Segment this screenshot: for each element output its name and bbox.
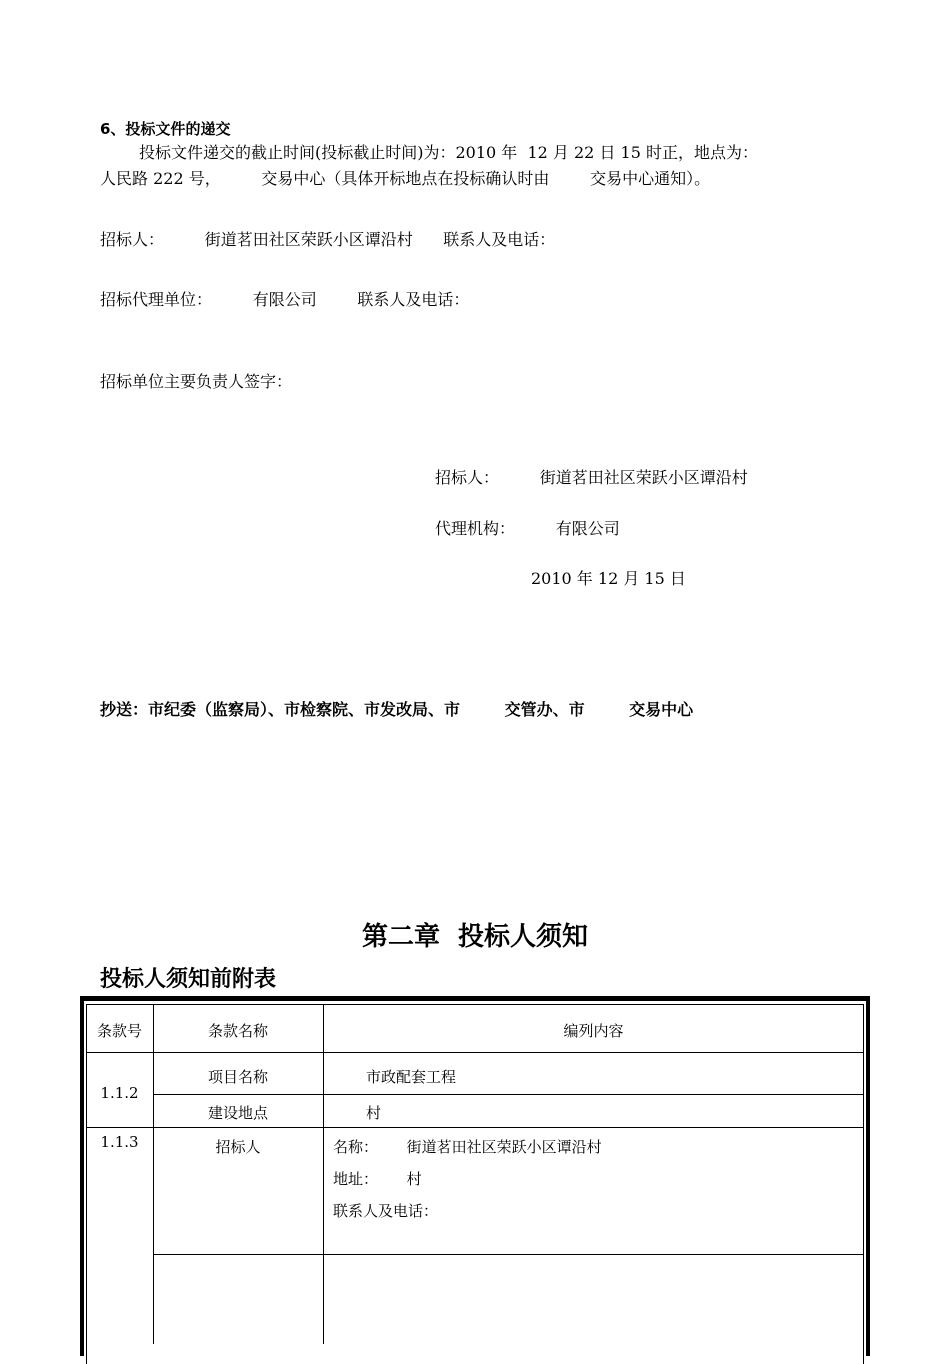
table-cell-content-line: 名称： 街道茗田社区荣跃小区谭沿村 bbox=[333, 1138, 602, 1156]
table-row-divider bbox=[86, 1127, 864, 1128]
section-heading: 6、投标文件的递交 bbox=[100, 120, 231, 138]
signoff-date: 2010 年 12 月 15 日 bbox=[531, 569, 686, 588]
tenderer-contact-line: 招标人： 街道茗田社区荣跃小区谭沿村 联系人及电话： bbox=[100, 230, 556, 249]
table-cell-name: 招标人 bbox=[215, 1138, 261, 1156]
table-cell-content-line: 联系人及电话： bbox=[333, 1202, 439, 1220]
cc-line: 抄送：市纪委（监察局）、市检察院、市发改局、市 交管办、市 交易中心 bbox=[100, 700, 694, 719]
table-col-divider-1 bbox=[153, 1004, 154, 1344]
paragraph-line-2: 人民路 222 号， 交易中心（具体开标地点在投标确认时由 交易中心通知）。 bbox=[100, 169, 711, 188]
table-cell-content: 市政配套工程 bbox=[366, 1068, 457, 1086]
table-cell-name: 建设地点 bbox=[207, 1104, 268, 1122]
agent-contact-line: 招标代理单位： 有限公司 联系人及电话： bbox=[100, 290, 470, 309]
table-cell-clause: 1.1.3 bbox=[100, 1133, 139, 1151]
table-row-divider bbox=[153, 1254, 864, 1255]
table-col-divider-2 bbox=[323, 1004, 324, 1344]
table-cell-name: 项目名称 bbox=[207, 1068, 268, 1086]
table-header-clause: 条款号 bbox=[96, 1022, 142, 1040]
paragraph-line-1: 投标文件递交的截止时间(投标截止时间)为：2010 年 12 月 22 日 15 时正，地点为： bbox=[139, 143, 758, 162]
table-row-divider bbox=[86, 1052, 864, 1053]
signoff-tenderer: 招标人： 街道茗田社区荣跃小区谭沿村 bbox=[435, 468, 748, 487]
chapter-title: 第二章 投标人须知 bbox=[361, 922, 589, 952]
table-cell-content: 村 bbox=[366, 1104, 382, 1122]
table-cell-clause: 1.1.2 bbox=[100, 1084, 139, 1102]
table-cell-content-line: 地址： 村 bbox=[333, 1170, 422, 1188]
signature-line: 招标单位主要负责人签字： bbox=[100, 372, 293, 391]
table-row-divider bbox=[153, 1094, 864, 1095]
table-header-name: 条款名称 bbox=[207, 1022, 268, 1040]
table-header-content: 编列内容 bbox=[563, 1022, 624, 1040]
table-title: 投标人须知前附表 bbox=[100, 967, 277, 992]
signoff-agency: 代理机构： 有限公司 bbox=[435, 519, 620, 538]
table-inner-border bbox=[86, 1004, 864, 1364]
